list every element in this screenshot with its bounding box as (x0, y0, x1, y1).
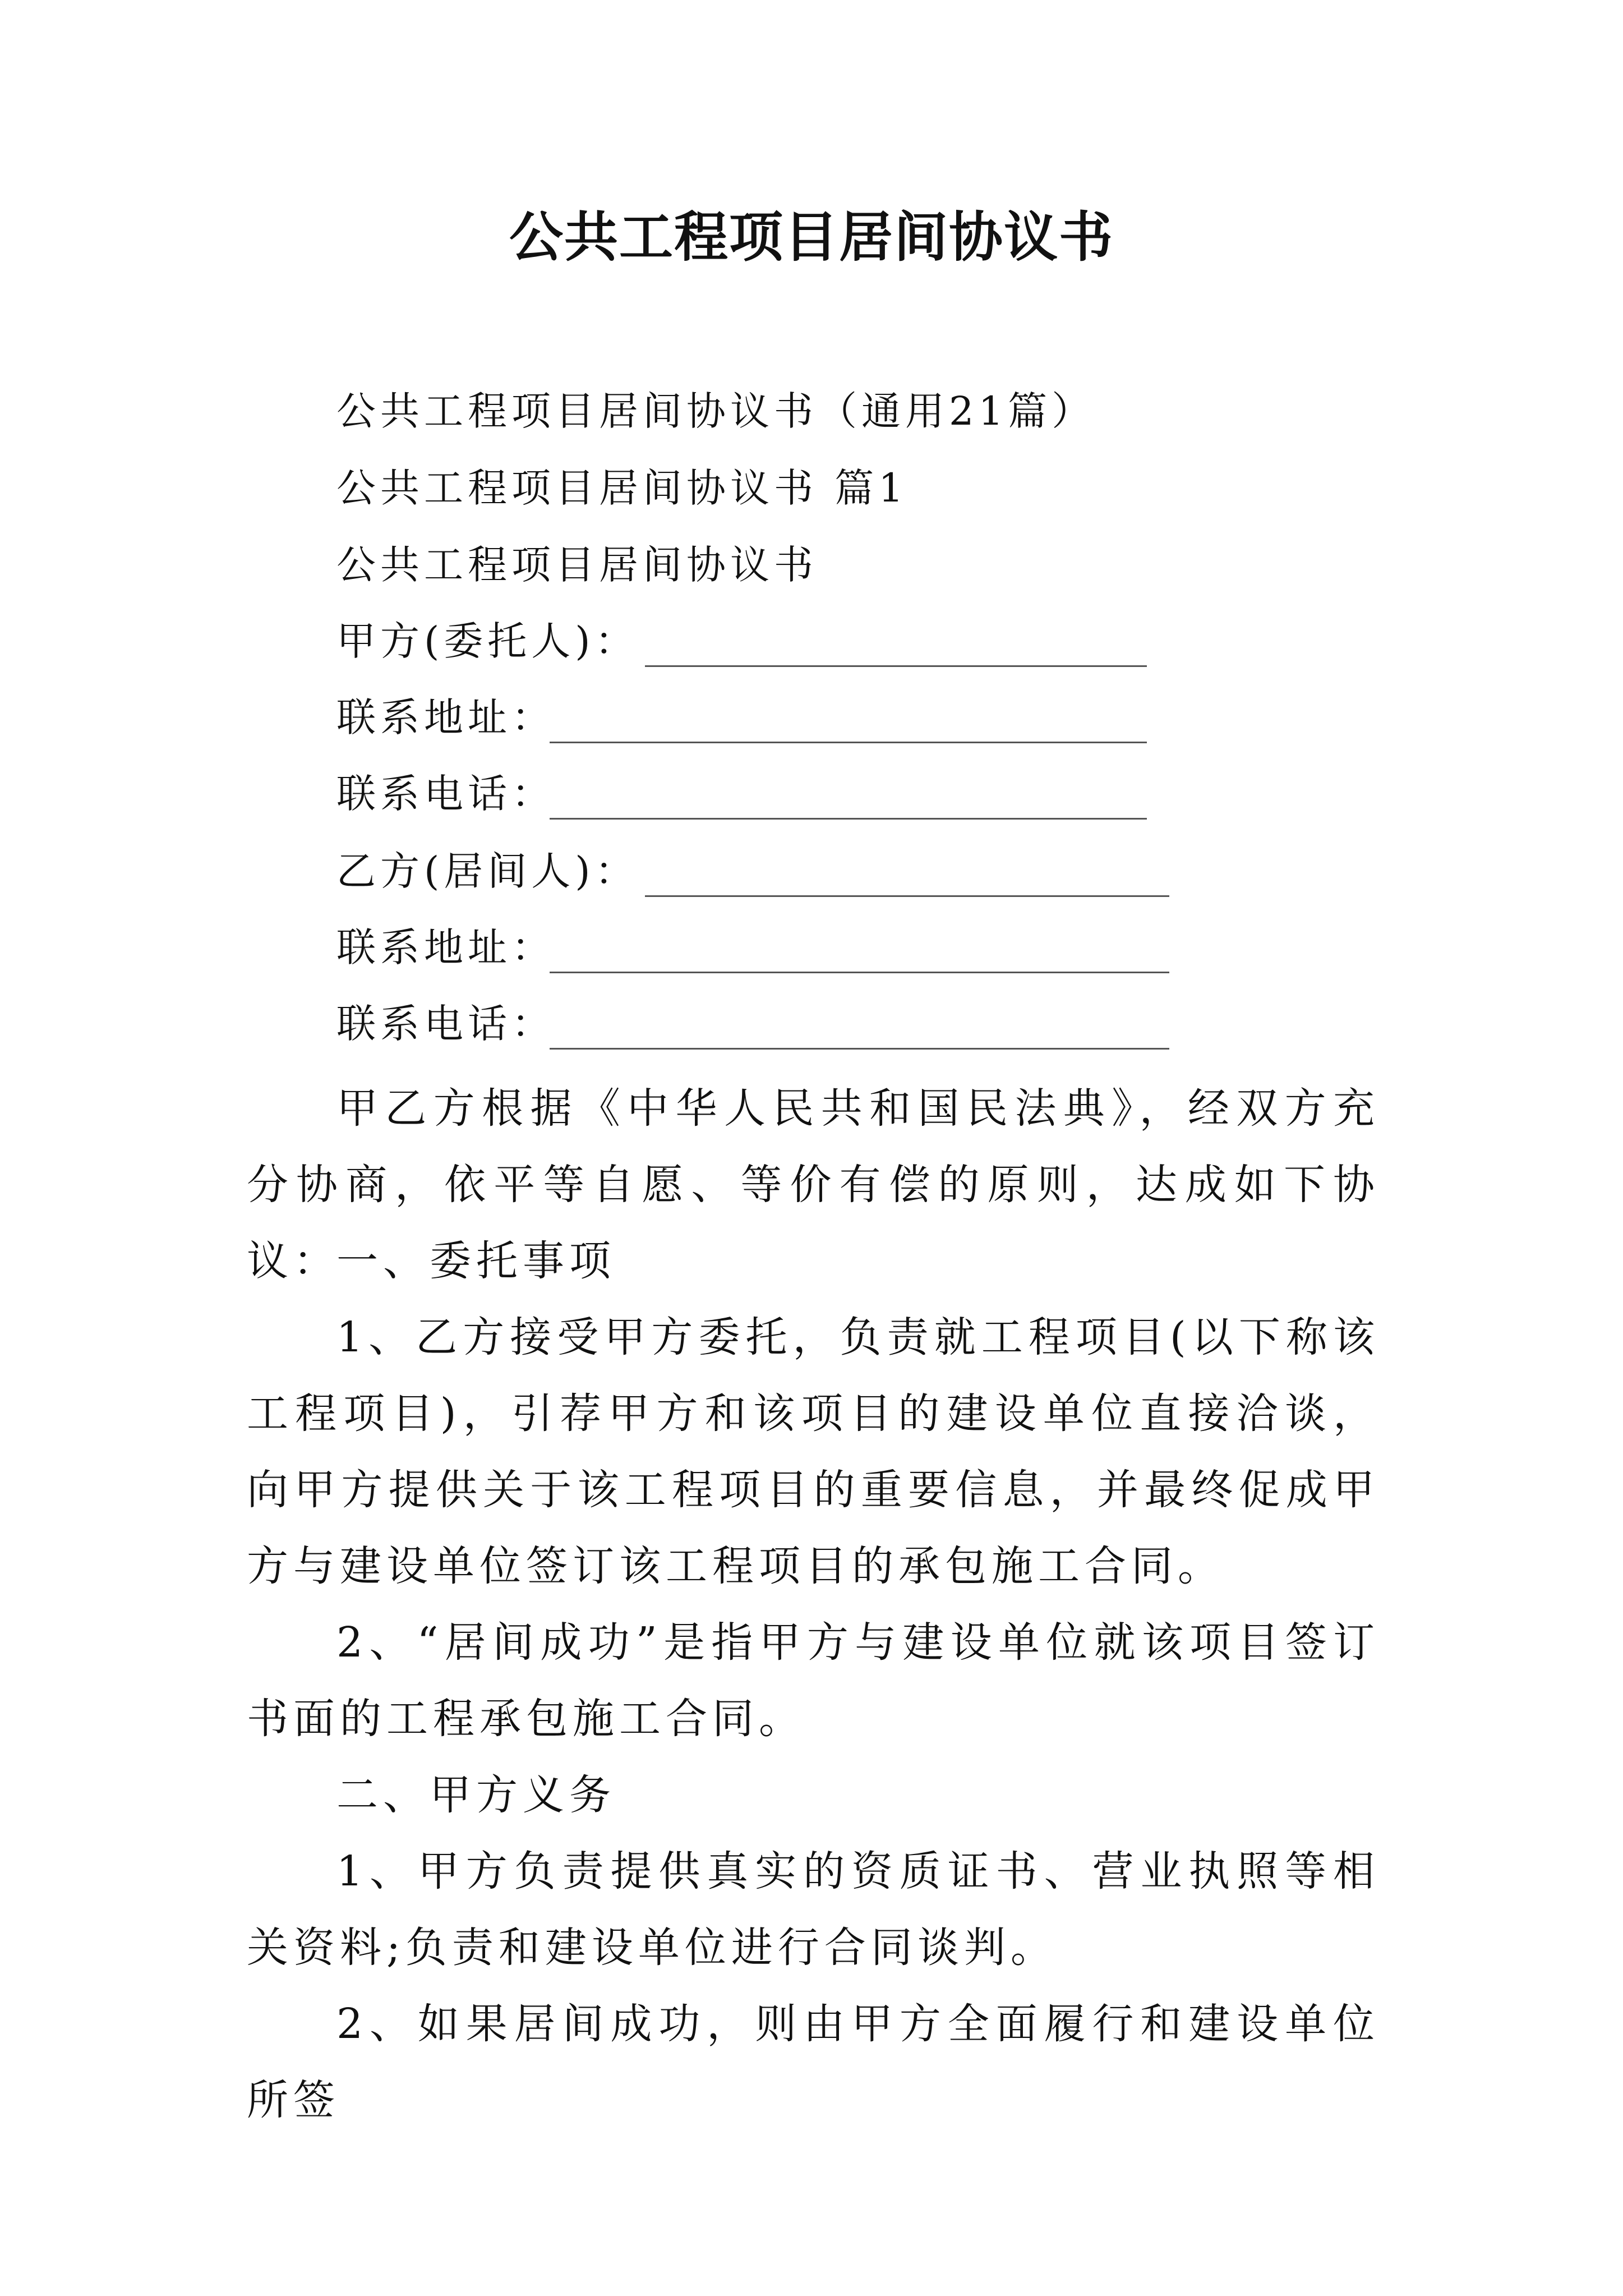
party-b-name-blank[interactable] (645, 895, 1169, 897)
intro-paragraph: 甲乙方根据《中华人民共和国民法典》，经双方充分协商，依平等自愿、等价有偿的原则，达成如下协议： (247, 1084, 1380, 1285)
subtitle: 公共工程项目居间协议书（通用21篇） (336, 388, 1096, 434)
doc-heading: 公共工程项目居间协议书 (336, 542, 818, 588)
document-title: 公共工程项目居间协议书 (509, 206, 1114, 269)
section-heading: 一、委托事项 (336, 1237, 616, 1285)
party-b-name-label: 乙方(居间人)： (336, 848, 639, 894)
section-heading: 二、甲方义务 (336, 1771, 616, 1819)
clause-paragraph: 1、甲方负责提供真实的资质证书、营业执照等相关资料;负责和建设单位进行合同谈判。 (247, 1847, 1380, 1972)
party-b-phone-blank[interactable] (550, 1048, 1169, 1050)
party-b-phone-label: 联系电话： (336, 1001, 555, 1047)
party-b-address-blank[interactable] (550, 972, 1169, 973)
clause-paragraph: 1、乙方接受甲方委托，负责就工程项目(以下称该工程项目)，引荐甲方和该项目的建设单位直接洽谈，向甲方提供关于该工程项目的重要信息，并最终促成甲方与建设单位签订该工程项目的承包施工合同。 (247, 1313, 1380, 1590)
party-a-phone-blank[interactable] (550, 818, 1147, 820)
party-a-phone-label: 联系电话： (336, 771, 555, 817)
party-a-address-label: 联系地址： (336, 694, 555, 740)
party-a-name-label: 甲方(委托人)： (336, 618, 639, 664)
clause-paragraph: 2、如果居间成功，则由甲方全面履行和建设单位所签 (247, 2000, 1380, 2124)
party-a-name-blank[interactable] (645, 665, 1147, 667)
clause-paragraph: 2、“居间成功”是指甲方与建设单位就该项目签订书面的工程承包施工合同。 (247, 1618, 1380, 1743)
party-b-address-label: 联系地址： (336, 924, 555, 970)
section-label: 公共工程项目居间协议书 篇1 (336, 465, 908, 511)
party-a-address-blank[interactable] (550, 742, 1147, 743)
